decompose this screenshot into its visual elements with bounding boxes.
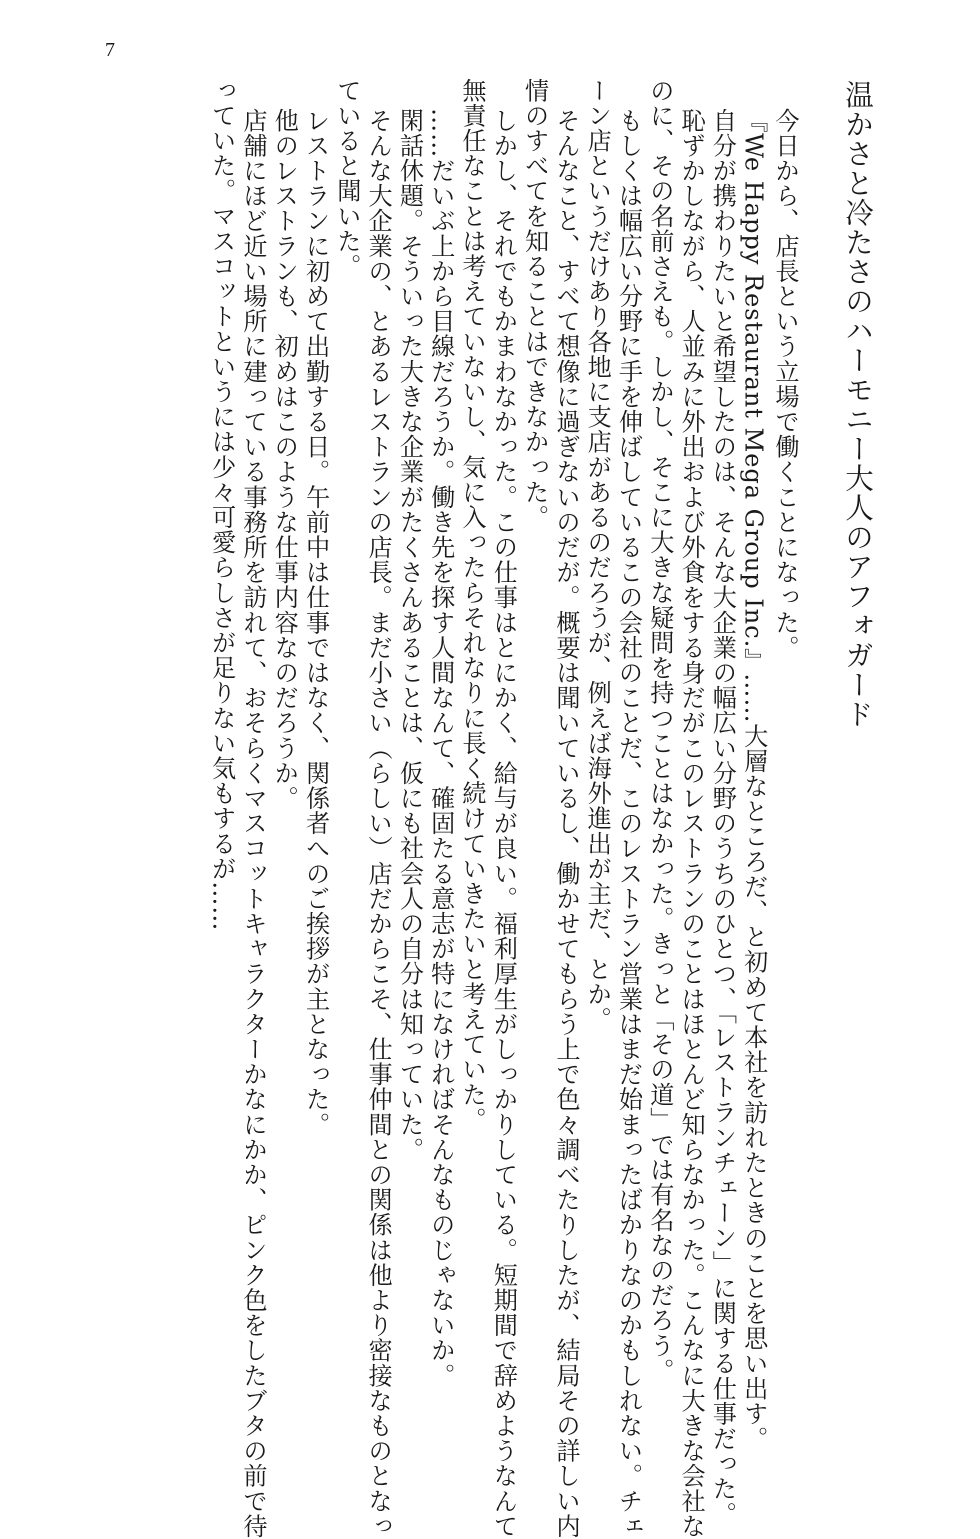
text-column: 自分が携わりたいと希望したのは、そんな大企業の幅広い分野のうちのひとつ、「レストランチェーン」に関する仕事だった。 <box>708 108 737 1527</box>
text-column: 恥ずかしながら、人並みに外出および外食をする身だがこのレストランのことはほとんど知らなかった。こんなに大きな会社な <box>677 108 706 1539</box>
page-number: 7 <box>105 39 115 61</box>
text-column: 情のすべてを知ることはできなかった。 <box>520 78 549 530</box>
text-column: 店舗にほど近い場所に建っている事務所を訪れて、おそらくマスコットキャラクターかなにかか、ピンク色をしたブタの前で待 <box>238 108 267 1539</box>
chapter-title: 温かさと冷たさのハーモニー大人のアフォガード <box>841 80 874 729</box>
text-column: ていると聞いた。 <box>332 78 361 279</box>
text-column: 無責任なことは考えていないし、気に入ったらそれなりに長く続けていきたいと考えていた。 <box>458 78 487 1133</box>
text-column: ……だいぶ上から目線だろうか。働き先を探す人間なんて、確固たる意志が特になければそんなものじゃないか。 <box>426 108 455 1389</box>
text-column: っていた。マスコットというには少々可愛らしさが足りない気もするが…… <box>207 78 236 932</box>
body-text <box>205 78 800 1539</box>
text-column: しかし、それでもかまわなかった。この仕事はとにかく、給与が良い。福利厚生がしっかりしている。短期間で辞めようなんて <box>489 108 518 1539</box>
text-column: レストランに初めて出勤する日。午前中は仕事ではなく、関係者へのご挨拶が主となった。 <box>301 108 330 1138</box>
text-column: のに、その名前さえも。しかし、そこに大きな疑問を持つことはなかった。きっと「その道」では有名なのだろう。 <box>645 78 674 1384</box>
text-column: そんな大企業の、とあるレストランの店長。まだ小さい（らしい）店だからこそ、仕事仲間との関係は他より密接なものとなっ <box>364 108 393 1539</box>
text-column: 他のレストランも、初めはこのような仕事内容なのだろうか。 <box>270 108 299 811</box>
text-column: そんなこと、すべて想像に過ぎないのだが。概要は聞いているし、働かせてもらう上で色々調べたりしたが、結局その詳しい内 <box>551 108 580 1539</box>
text-column: 『We Happy Restaurant Mega Group Inc.』……大層なところだ、と初めて本社を訪れたときのことを思い出す。 <box>739 108 768 1452</box>
text-column: 閑話休題。そういった大きな企業がたくさんあることは、仮にも社会人の自分は知っていた。 <box>395 108 424 1163</box>
text-column: 今日から、店長という立場で働くことになった。 <box>771 108 799 661</box>
text-column: もしくは幅広い分野に手を伸ばしているこの会社のことだ、このレストラン営業はまだ始まったばかりなのかもしれない。チェ <box>614 108 643 1539</box>
text-column: ーン店というだけあり各地に支店があるのだろうが、例えば海外進出が主だ、とか。 <box>583 78 612 1032</box>
